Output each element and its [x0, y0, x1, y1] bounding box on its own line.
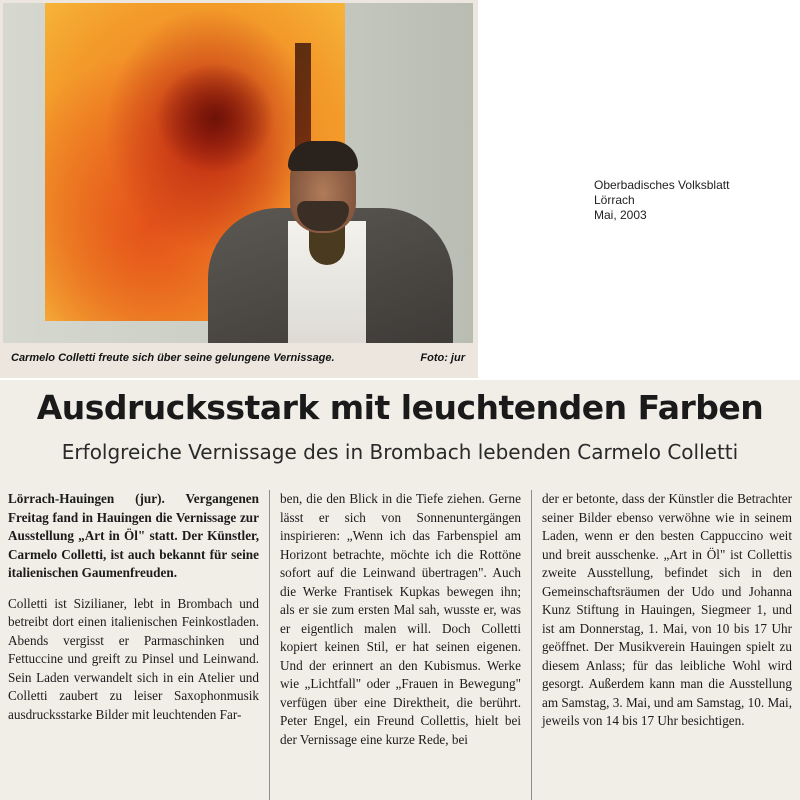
- article-paragraph: der er betonte, dass der Künstler die Betrachter seiner Bilder ebenso verwöhne wie in seinem Laden, wenn er den besten Cappuccino weit und breit ausschenke. „Art in Öl" ist Collettis zweite Ausstellung, befindet sich in den Gemeinschaftsräumen der Udo und Johanna Kunz Stiftung in Hauingen, Siegmeer 1, und ist am Donnerstag, 1. Mai, von 10 bis 17 Uhr geöffnet. Der Musikverein Hauingen spielt zu diesem Anlass; für das leibliche Wohl wird gesorgt. Außerdem kann man die Ausstellung am Samstag, 3. Mai, und am Samstag, 10. Mai, jeweils von 14 bis 17 Uhr besichtigen.: [542, 491, 792, 728]
- article-paragraph: ben, die den Blick in die Tiefe ziehen. Gerne lässt er sich von Sonnenuntergängen inspirieren: „Wenn ich das Farbenspiel am Horizont betrachte, möchte ich die Rottöne sofort auf die Leinwand übertragen". Auch die Werke Frantisek Kupkas bewegen ihn; als er sie zum ersten Mal sah, wusste er, was er eigentlich malen will. Doch Colletti kopiert keinen Stil, er hat seinen eigenen. Und der erinnert an den Kubismus. Werke wie „Lichtfall" oder „Frauen in Bewegung" verfügen über eine Direktheit, die berührt. Peter Engel, ein Freund Collettis, hielt bei der Vernissage eine kurze Rede, bei: [280, 491, 521, 747]
- article-headline: Ausdrucksstark mit leuchtenden Farben: [36, 388, 764, 427]
- artist-photo: [3, 3, 473, 343]
- newspaper-article-clipping: [0, 380, 800, 800]
- photo-caption-bar: [3, 344, 473, 372]
- photo-credit: Foto: jur: [420, 352, 465, 364]
- article-column-2: [270, 490, 532, 800]
- newspaper-photo-clipping: [0, 0, 478, 378]
- article-lead: Lörrach-Hauingen (jur). Vergangenen Freitag fand in Hauingen die Vernissage zur Ausstellung „Art in Öl" statt. Der Künstler, Carmelo Colletti, ist auch bekannt für seine italienischen Gaumenfreuden.: [8, 491, 259, 580]
- photo-caption: Carmelo Colletti freute sich über seine gelungene Vernissage.: [11, 352, 335, 364]
- article-column-3: [532, 490, 792, 800]
- article-subheadline: Erfolgreiche Vernissage des in Brombach lebenden Carmelo Colletti: [61, 440, 739, 464]
- source-city: Lörrach: [594, 193, 635, 207]
- source-note: [594, 178, 729, 223]
- source-newspaper: Oberbadisches Volksblatt: [594, 178, 730, 192]
- article-paragraph: Colletti ist Sizilianer, lebt in Brombach und betreibt dort einen italienischen Feinkostladen. Abends vergisst er Parmaschinken und Fettuccine und greift zu Pinsel und Leinwand. Sein Laden verwandelt sich in ein Atelier und Colletti zaubert zu leiser Saxophonmusik ausdrucksstarke Bilder mit leuchtenden Far-: [8, 595, 259, 722]
- article-columns: [8, 490, 792, 800]
- source-date: Mai, 2003: [594, 208, 647, 222]
- article-column-1: [8, 490, 270, 800]
- person-hair: [288, 141, 358, 171]
